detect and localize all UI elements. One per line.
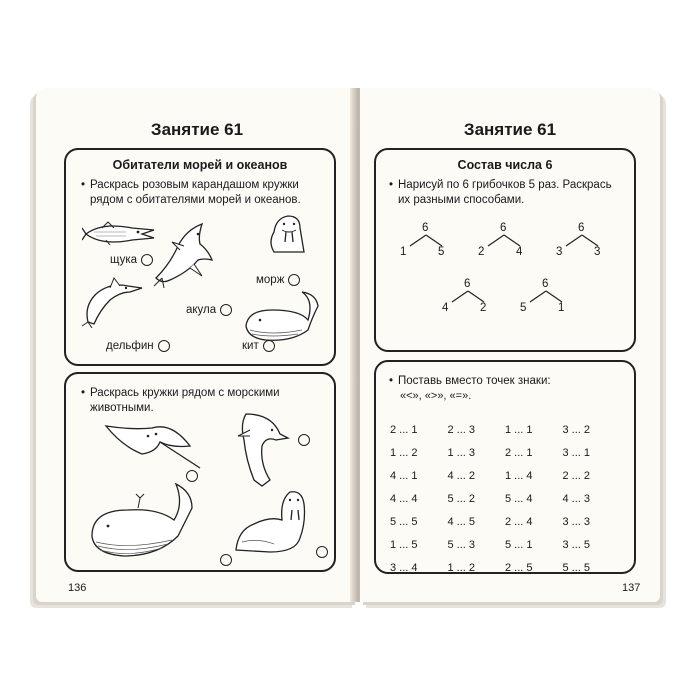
dolphin-illustration [80,276,146,328]
comparison-row [390,556,620,579]
left-page-number: 136 [68,582,87,594]
comparison-instruction: • Поставь вместо точек знаки: [398,374,624,389]
comparison-cell[interactable]: 1 ... 5 [390,538,418,551]
left-page-title: Занятие 61 [150,120,244,139]
sea-inhabitants-box [64,148,336,366]
whale-illustration-2 [88,480,198,560]
open-book [30,88,670,614]
number-split [440,278,500,336]
comparison-cell[interactable]: 3 ... 5 [562,538,591,551]
comparison-cell[interactable]: 4 ... 2 [447,469,476,482]
sea-inhabitants-instruction: • Раскрась розовым карандашом кружки рядом с обитателями морей и океанов. [90,178,320,208]
whale-illustration [242,290,322,344]
shark-circle[interactable] [220,304,232,316]
comparison-cell[interactable]: 4 ... 3 [562,492,591,505]
split-right: 2 [480,302,487,314]
dolphin-label: дельфин [106,340,170,352]
sea-inhabitants-heading: Обитатели морей и океанов [112,158,288,172]
walrus-circle[interactable] [288,274,300,286]
comparison-row [390,533,620,556]
comparison-cell[interactable]: 1 ... 2 [390,446,418,459]
comparison-row [390,418,620,441]
shark-label: акула [186,304,232,316]
comparison-cell[interactable]: 4 ... 4 [390,492,418,505]
comparison-cell[interactable]: 3 ... 1 [562,446,591,459]
number-composition-box [374,148,636,352]
pike-illustration [82,218,160,248]
comparison-box [374,360,636,574]
stingray-illustration [102,418,202,470]
number-split [518,278,578,336]
comparison-cell[interactable]: 3 ... 3 [562,515,591,528]
right-page [360,88,660,602]
comparison-cell[interactable]: 4 ... 5 [447,515,476,528]
comparison-cell[interactable]: 2 ... 5 [505,561,533,574]
comparison-cell[interactable]: 1 ... 3 [447,446,476,459]
comparison-grid [390,418,620,579]
split-right: 3 [594,246,601,258]
right-page-number: 137 [622,582,641,594]
split-left: 3 [556,246,563,258]
comparison-cell[interactable]: 5 ... 4 [505,492,533,505]
comparison-row [390,441,620,464]
split-right: 4 [516,246,523,258]
comparison-row [390,464,620,487]
split-total: 6 [542,278,549,290]
comparison-cell[interactable]: 3 ... 2 [562,423,591,436]
right-page-title: Занятие 61 [463,120,557,139]
walrus-label: морж [256,274,300,286]
split-left: 5 [520,302,527,314]
number-split [398,222,458,280]
comparison-cell[interactable]: 5 ... 5 [562,561,591,574]
comparison-cell[interactable]: 2 ... 1 [505,446,533,459]
split-total: 6 [464,278,471,290]
number-split [476,222,536,280]
left-page [36,88,358,602]
shark-illustration [150,220,220,290]
split-total: 6 [578,222,585,234]
sea-animals-instruction: • Раскрась кружки рядом с морскими животными. [90,386,310,416]
comparison-row [390,510,620,533]
split-right: 5 [438,246,445,258]
dolphin-circle-2[interactable] [298,434,310,446]
comparison-cell[interactable]: 2 ... 4 [505,515,533,528]
whale-circle[interactable] [263,340,275,352]
number-split [554,222,614,280]
dolphin-circle[interactable] [158,340,170,352]
whale-label: кит [242,340,275,352]
split-left: 1 [400,246,407,258]
dolphin-illustration-2 [226,410,296,490]
comparison-cell[interactable]: 1 ... 1 [505,423,533,436]
split-total: 6 [422,222,429,234]
split-left: 4 [442,302,449,314]
pike-label: щука [110,254,153,266]
comparison-cell[interactable]: 5 ... 3 [447,538,476,551]
comparison-cell[interactable]: 2 ... 1 [390,423,418,436]
comparison-cell[interactable]: 5 ... 2 [447,492,476,505]
split-right: 1 [558,302,565,314]
split-left: 2 [478,246,485,258]
walrus-illustration-2 [230,486,310,556]
comparison-cell[interactable]: 2 ... 2 [562,469,591,482]
comparison-cell[interactable]: 5 ... 5 [390,515,418,528]
sea-animals-box [64,372,336,572]
comparison-cell[interactable]: 2 ... 3 [447,423,476,436]
number-composition-heading: Состав числа 6 [457,158,553,172]
comparison-cell[interactable]: 3 ... 4 [390,561,418,574]
comparison-cell[interactable]: 4 ... 1 [390,469,418,482]
split-total: 6 [500,222,507,234]
comparison-row [390,487,620,510]
comparison-cell[interactable]: 1 ... 2 [447,561,476,574]
comparison-cell[interactable]: 1 ... 4 [505,469,533,482]
walrus-circle-2[interactable] [316,546,328,558]
comparison-signs: «<», «>», «=». [400,390,472,402]
walrus-illustration [264,212,308,256]
comparison-cell[interactable]: 5 ... 1 [505,538,533,551]
number-composition-instruction: • Нарисуй по 6 грибочков 5 раз. Раскрась их разными способами. [398,178,620,208]
